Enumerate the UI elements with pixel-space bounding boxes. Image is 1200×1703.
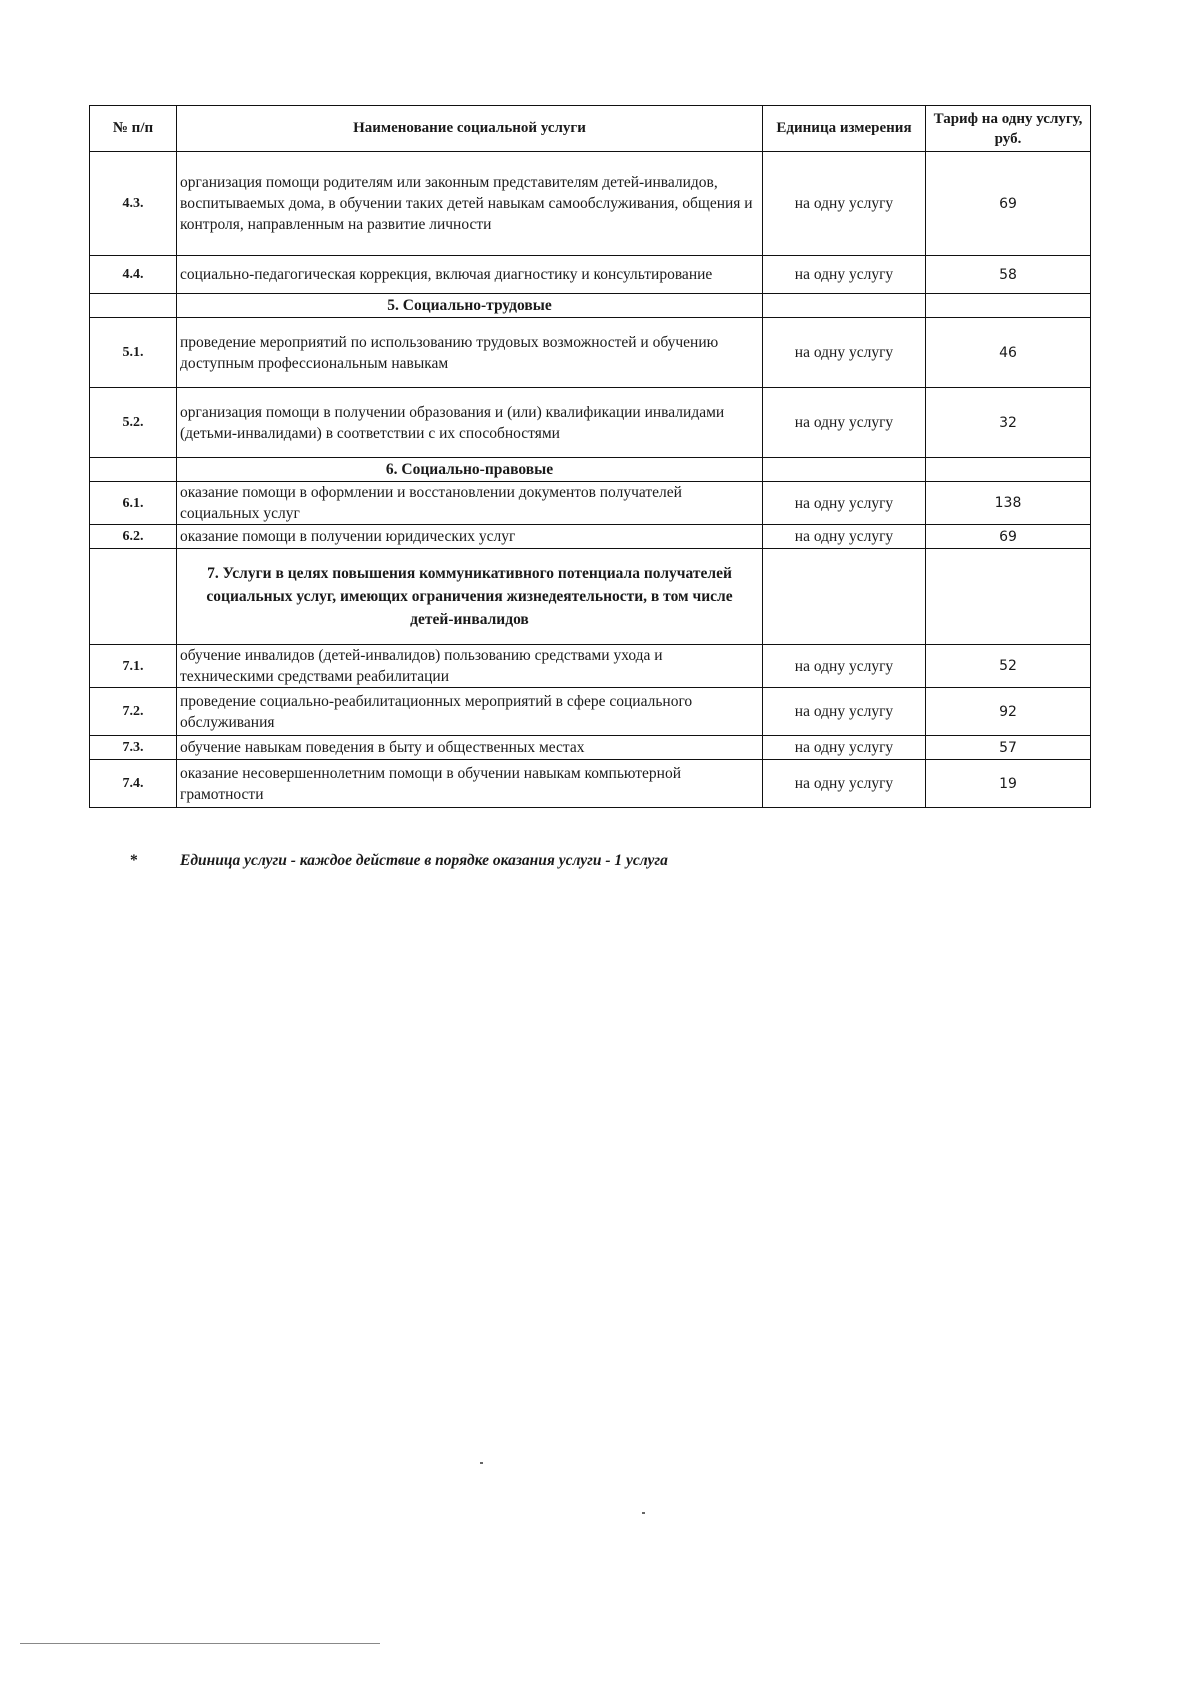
table-section-row xyxy=(90,549,1091,645)
table-row xyxy=(90,388,1091,458)
table-body xyxy=(90,152,1091,808)
header-tariff: Тариф на одну услугу, руб. xyxy=(926,106,1091,152)
section-unit-cell xyxy=(763,458,926,482)
table-section-row xyxy=(90,458,1091,482)
table-row xyxy=(90,318,1091,388)
table-row xyxy=(90,688,1091,736)
row-number: 6.1. xyxy=(90,482,177,525)
tariff-price: 138 xyxy=(926,482,1091,525)
table-row xyxy=(90,152,1091,256)
section-unit-cell xyxy=(763,549,926,645)
service-name: обучение инвалидов (детей-инвалидов) пользованию средствами ухода и техническими средствами реабилитации xyxy=(177,645,763,688)
service-name: организация помощи родителям или законным представителям детей-инвалидов, воспитываемых дома, в обучении таких детей навыкам самообслуживания, общения и контроля, направленным на развитие личности xyxy=(177,152,763,256)
unit-of-measure: на одну услугу xyxy=(763,318,926,388)
service-name: оказание несовершеннолетним помощи в обучении навыкам компьютерной грамотности xyxy=(177,760,763,808)
scan-speck xyxy=(642,1512,645,1514)
unit-of-measure: на одну услугу xyxy=(763,688,926,736)
unit-of-measure: на одну услугу xyxy=(763,736,926,760)
section-title: 6. Социально-правовые xyxy=(177,458,763,482)
service-name: проведение мероприятий по использованию трудовых возможностей и обучению доступным профессиональным навыкам xyxy=(177,318,763,388)
row-number: 7.4. xyxy=(90,760,177,808)
header-num: № п/п xyxy=(90,106,177,152)
table-row xyxy=(90,256,1091,294)
tariff-price: 92 xyxy=(926,688,1091,736)
row-number: 4.4. xyxy=(90,256,177,294)
row-number: 5.1. xyxy=(90,318,177,388)
tariff-price: 57 xyxy=(926,736,1091,760)
table-row xyxy=(90,482,1091,525)
section-price-cell xyxy=(926,294,1091,318)
section-unit-cell xyxy=(763,294,926,318)
section-title: 7. Услуги в целях повышения коммуникативного потенциала получателей социальных услуг, имеющих ограничения жизнедеятельности, в том числе детей-инвалидов xyxy=(177,549,763,645)
service-name: проведение социально-реабилитационных мероприятий в сфере социального обслуживания xyxy=(177,688,763,736)
row-number: 4.3. xyxy=(90,152,177,256)
header-name: Наименование социальной услуги xyxy=(177,106,763,152)
row-number: 7.1. xyxy=(90,645,177,688)
footnote-mark: * xyxy=(130,852,138,869)
table-row xyxy=(90,760,1091,808)
section-price-cell xyxy=(926,458,1091,482)
table-section-row xyxy=(90,294,1091,318)
tariff-price: 46 xyxy=(926,318,1091,388)
section-num-cell xyxy=(90,294,177,318)
unit-of-measure: на одну услугу xyxy=(763,152,926,256)
tariff-price: 52 xyxy=(926,645,1091,688)
table-header-row xyxy=(90,106,1091,152)
service-name: социально-педагогическая коррекция, включая диагностику и консультирование xyxy=(177,256,763,294)
service-name: организация помощи в получении образования и (или) квалификации инвалидами (детьми-инвалидами) в соответствии с их способностями xyxy=(177,388,763,458)
tariff-table xyxy=(89,105,1091,808)
scan-artifact-line xyxy=(20,1643,380,1644)
footnote-text: Единица услуги - каждое действие в порядке оказания услуги - 1 услуга xyxy=(180,852,668,869)
unit-of-measure: на одну услугу xyxy=(763,525,926,549)
unit-of-measure: на одну услугу xyxy=(763,645,926,688)
table-row xyxy=(90,736,1091,760)
tariff-price: 58 xyxy=(926,256,1091,294)
tariff-price: 69 xyxy=(926,525,1091,549)
row-number: 5.2. xyxy=(90,388,177,458)
tariff-price: 19 xyxy=(926,760,1091,808)
section-num-cell xyxy=(90,458,177,482)
unit-of-measure: на одну услугу xyxy=(763,760,926,808)
unit-of-measure: на одну услугу xyxy=(763,256,926,294)
unit-of-measure: на одну услугу xyxy=(763,388,926,458)
table-row xyxy=(90,525,1091,549)
unit-of-measure: на одну услугу xyxy=(763,482,926,525)
table-row xyxy=(90,645,1091,688)
service-name: оказание помощи в оформлении и восстановлении документов получателей социальных услуг xyxy=(177,482,763,525)
header-unit: Единица измерения xyxy=(763,106,926,152)
tariff-price: 32 xyxy=(926,388,1091,458)
service-name: обучение навыкам поведения в быту и общественных местах xyxy=(177,736,763,760)
row-number: 7.3. xyxy=(90,736,177,760)
tariff-price: 69 xyxy=(926,152,1091,256)
service-name: оказание помощи в получении юридических услуг xyxy=(177,525,763,549)
section-price-cell xyxy=(926,549,1091,645)
section-title: 5. Социально-трудовые xyxy=(177,294,763,318)
section-num-cell xyxy=(90,549,177,645)
row-number: 7.2. xyxy=(90,688,177,736)
footnote xyxy=(130,852,668,870)
scan-speck xyxy=(480,1462,483,1464)
row-number: 6.2. xyxy=(90,525,177,549)
